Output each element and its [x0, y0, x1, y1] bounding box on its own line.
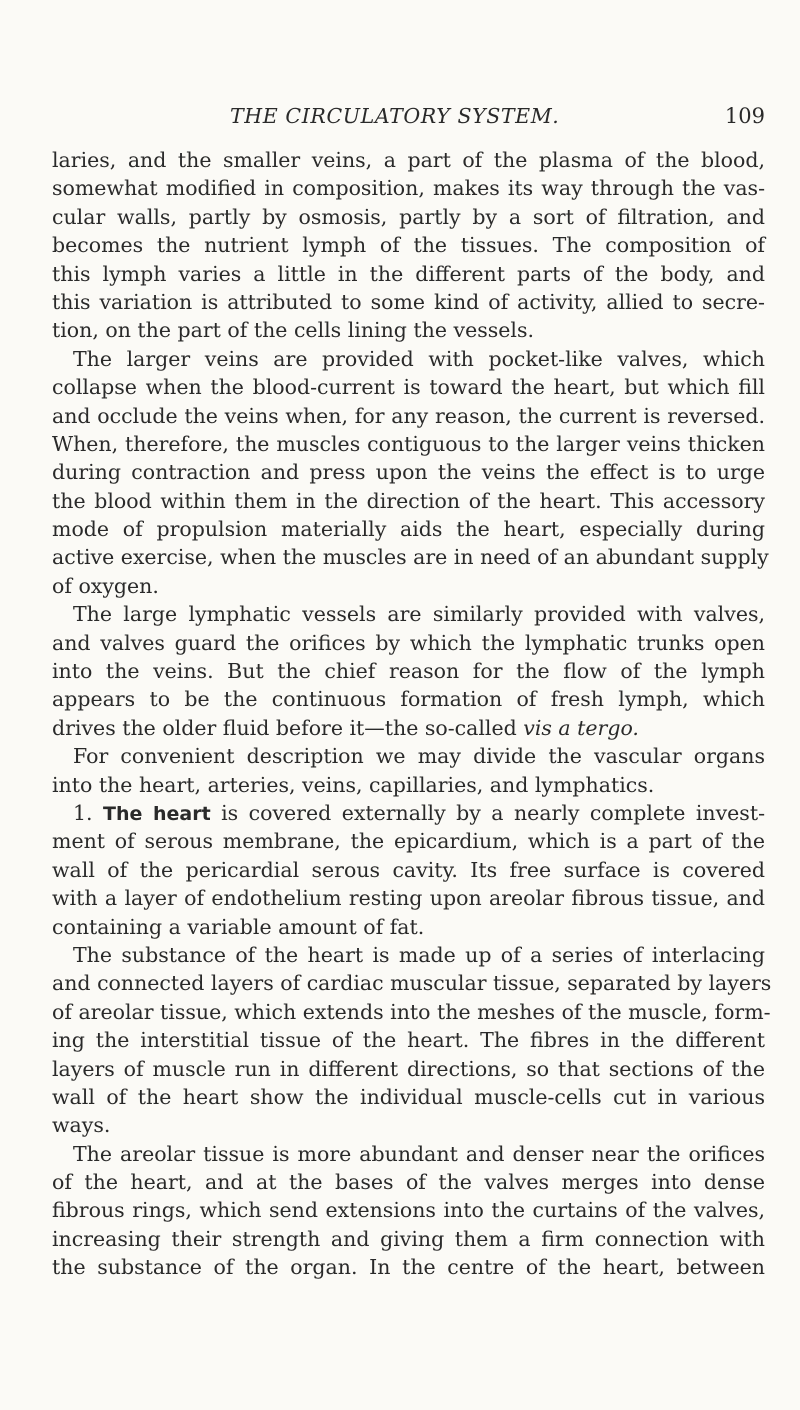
text-line: increasing their strength and giving them a firm connection with: [52, 1226, 765, 1251]
text-line: becomes the nutrient lymph of the tissues. The composition of: [52, 233, 765, 258]
text-line: of the heart, and at the bases of the valves merges into dense: [52, 1170, 765, 1195]
running-title: THE CIRCULATORY SYSTEM.: [230, 104, 560, 128]
text-line: with a layer of endothelium resting upon areolar fibrous tissue, and: [52, 886, 765, 911]
text-line: active exercise, when the muscles are in need of an abundant supply: [52, 545, 769, 570]
text-line: and occlude the veins when, for any reason, the current is reversed.: [52, 403, 765, 428]
page-number: 109: [724, 104, 765, 128]
paragraph-first-line: The larger veins are provided with pocket-like valves, which: [73, 346, 765, 371]
text-line: this variation is attributed to some kind of activity, allied to secre-: [52, 289, 765, 314]
text-line: containing a variable amount of fat.: [52, 914, 425, 939]
paragraph-first-line: The areolar tissue is more abundant and denser near the orifices: [73, 1141, 765, 1166]
text-run: is covered externally by a nearly complete invest-: [210, 800, 765, 825]
text-line: fibrous rings, which send extensions into the curtains of the valves,: [52, 1198, 765, 1223]
text-line: wall of the pericardial serous cavity. Its free surface is covered: [52, 857, 765, 882]
text-line: layers of muscle run in different directions, so that sections of the: [52, 1056, 765, 1081]
text-line: of areolar tissue, which extends into the meshes of the muscle, form-: [52, 999, 771, 1024]
text-line: [52, 714, 765, 742]
text-line: during contraction and press upon the veins the effect is to urge: [52, 460, 765, 485]
paragraph-first-line: The substance of the heart is made up of a series of interlacing: [73, 942, 765, 967]
latin-phrase: vis a tergo.: [523, 715, 639, 740]
section-number: 1.: [73, 800, 104, 825]
text-line: ment of serous membrane, the epicardium, which is a part of the: [52, 829, 765, 854]
text-line: wall of the heart show the individual muscle-cells cut in various: [52, 1084, 765, 1109]
text-line: mode of propulsion materially aids the heart, especially during: [52, 517, 765, 542]
section-heading: The heart: [103, 802, 211, 825]
text-line: and connected layers of cardiac muscular tissue, separated by layers: [52, 971, 772, 996]
text-line: ing the interstitial tissue of the heart. The fibres in the different: [52, 1028, 765, 1053]
text-line: ways.: [52, 1113, 111, 1138]
text-line: collapse when the blood-current is toward the heart, but which fill: [52, 375, 765, 400]
text-line: this lymph varies a little in the different parts of the body, and: [52, 261, 765, 286]
text-line: the substance of the organ. In the centre of the heart, between: [52, 1255, 765, 1280]
text-line: When, therefore, the muscles contiguous to the larger veins thicken: [52, 431, 765, 456]
text-line: into the heart, arteries, veins, capillaries, and lymphatics.: [52, 772, 655, 797]
text-line: into the veins. But the chief reason for the flow of the lymph: [52, 659, 765, 684]
text-line: laries, and the smaller veins, a part of the plasma of the blood,: [52, 148, 765, 172]
text-line: and valves guard the orifices by which the lymphatic trunks open: [52, 630, 765, 655]
paragraph-first-line: For convenient description we may divide the vascular organs: [73, 744, 765, 769]
text-run: drives the older fluid before it—the so-called: [52, 715, 524, 740]
paragraph-first-line: The large lymphatic vessels are similarly provided with valves,: [73, 602, 765, 627]
body-text: [52, 146, 772, 1282]
text-line: somewhat modified in composition, makes its way through the vas-: [52, 176, 765, 201]
text-line: tion, on the part of the cells lining the vessels.: [52, 318, 535, 343]
text-line: the blood within them in the direction of the heart. This accessory: [52, 488, 765, 513]
text-line: appears to be the continuous formation of fresh lymph, which: [52, 687, 765, 712]
text-line: cular walls, partly by osmosis, partly by a sort of filtration, and: [52, 204, 765, 229]
paragraph-first-line: [52, 799, 765, 827]
text-line: of oxygen.: [52, 573, 159, 598]
running-head: [52, 102, 765, 134]
